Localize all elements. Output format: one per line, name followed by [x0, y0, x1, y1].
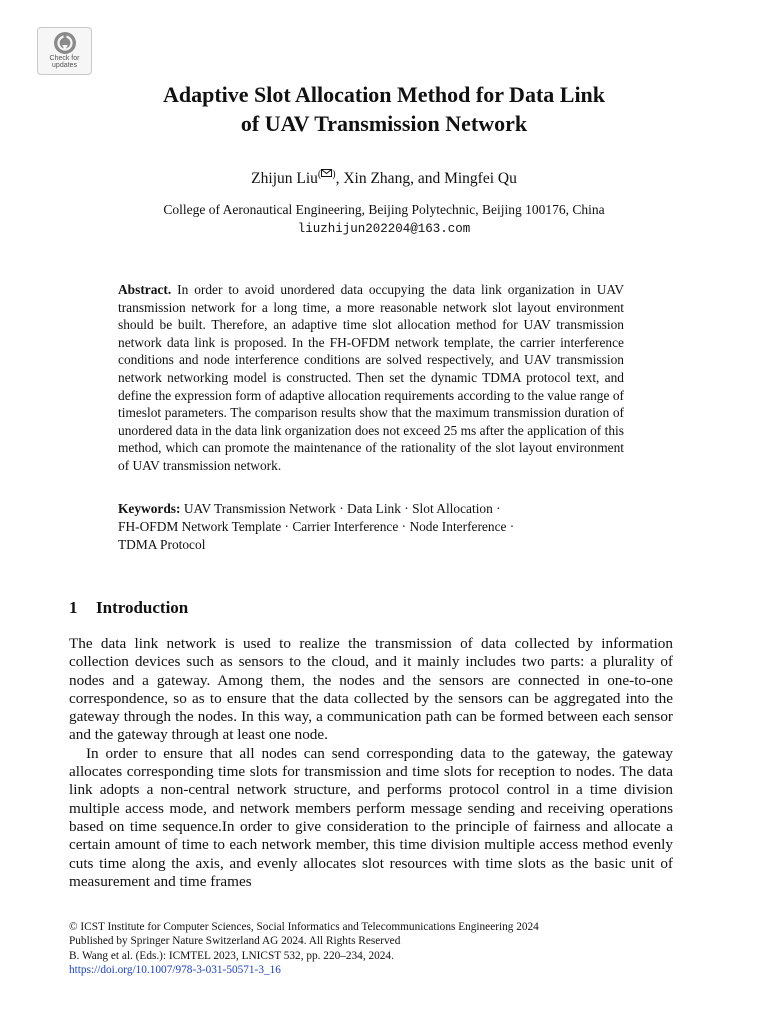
check-for-updates-badge[interactable] [37, 27, 92, 75]
corresponding-mark: ( ) [317, 169, 336, 180]
update-check-icon [52, 31, 78, 55]
keywords-label: Keywords: [118, 501, 181, 516]
abstract-label: Abstract. [118, 282, 172, 297]
body-text [69, 635, 673, 891]
badge-line1: Check for [49, 55, 80, 62]
paragraph-1: The data link network is used to realize the transmission of data collected by information collection devices such as sensors to the cloud, and it mainly includes two parts: a plurality of nodes and a gateway. Among them, the nodes and the sensors are connected in one-to-one correspondence, so as to ensure that the data collected by the sensors can be aggregated into the gateway through the nodes. In this way, a communication path can be formed between each sensor and the gateway through at least one node. [69, 635, 673, 744]
copyright-footer [69, 920, 689, 977]
abstract [118, 281, 624, 475]
envelope-icon [321, 169, 332, 177]
keywords [118, 500, 624, 553]
footer-line-2: Published by Springer Nature Switzerland AG 2024. All Rights Reserved [69, 935, 401, 948]
section-title: Introduction [96, 598, 189, 617]
keywords-line-2: FH-OFDM Network Template · Carrier Interference · Node Interference · [118, 518, 515, 534]
author-email[interactable]: liuzhijun202204@163.com [297, 222, 471, 236]
footer-line-1: © ICST Institute for Computer Sciences, Social Informatics and Telecommunications Engineering 2024 [69, 921, 539, 933]
doi-link[interactable]: https://doi.org/10.1007/978-3-031-50571-3_16 [69, 963, 281, 976]
section-heading [69, 597, 188, 619]
abstract-text: In order to avoid unordered data occupying the data link organization in UAV transmission network for a long time, a more reasonable network slot layout environment should be built. Therefore, an adaptive time slot allocation method for UAV transmission network data link is proposed. In the FH-OFDM network template, the carrier interference conditions and node interference conditions are solved respectively, and UAV transmission network networking model is constructed. Then set the dynamic TDMA protocol text, and define the expression form of adaptive allocation requirements according to the value range of timeslot parameters. The comparison results show that the maximum transmission duration of unordered data in the data link organization does not exceed 25 ms after the application of this method, which can promote the maintenance of the rationality of the slot layout environment of UAV transmission network. [118, 282, 625, 473]
title-line-1: Adaptive Slot Allocation Method for Data Link [162, 82, 606, 107]
author-1: Zhijun Liu [251, 170, 318, 187]
paragraph-2: In order to ensure that all nodes can send corresponding data to the gateway, the gateway allocates corresponding time slots for transmission and time slots for reception to nodes. The data link adopts a non-central network structure, and performs protocol control in a time division multiple access mode, and network members perform message sending and receiving operations based on time sequence.In order to give consideration to the principle of fairness and allocate a certain amount of time to each network member, this time division multiple access method evenly cuts time along the axis, and evenly allocates slot resources with time slots as the basic unit of measurement and time frames [69, 744, 673, 890]
author-list [0, 169, 768, 189]
paper-title [0, 80, 768, 138]
affiliation: College of Aeronautical Engineering, Beijing Polytechnic, Beijing 100176, China [163, 202, 605, 217]
badge-line2: updates [52, 62, 77, 69]
section-number: 1 [69, 598, 78, 617]
keywords-line-3: TDMA Protocol [118, 536, 206, 552]
keywords-line-1: UAV Transmission Network · Data Link · Slot Allocation · [183, 501, 501, 516]
footer-line-3: B. Wang et al. (Eds.): ICMTEL 2023, LNICST 532, pp. 220–234, 2024. [69, 949, 394, 962]
other-authors: , Xin Zhang, and Mingfei Qu [335, 170, 517, 187]
title-line-2: of UAV Transmission Network [240, 111, 528, 136]
